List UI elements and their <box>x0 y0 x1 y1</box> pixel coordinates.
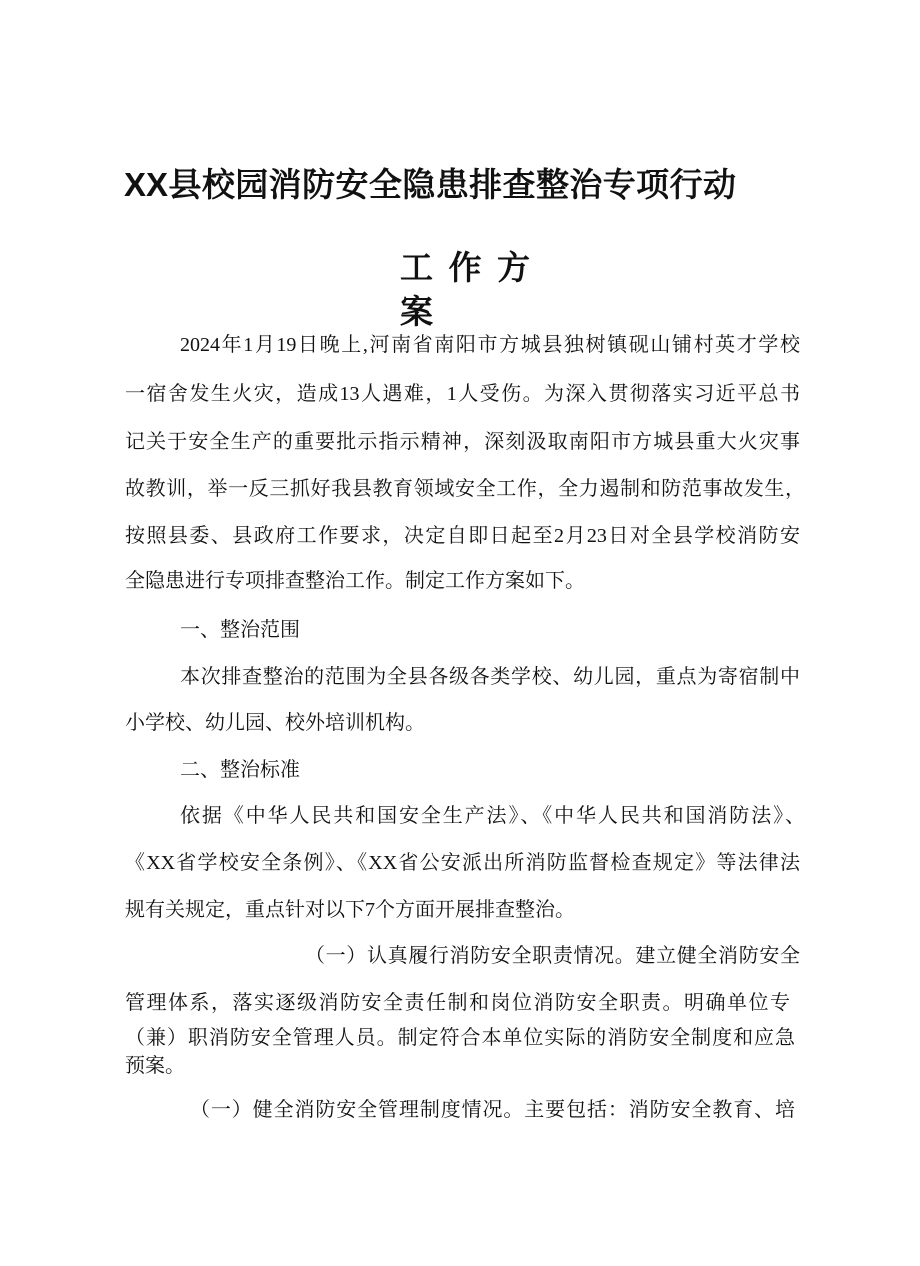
paragraph-line: 一宿舍发生火灾，造成13人遇难，1人受伤。为深入贯彻落实习近平总书 <box>125 383 800 405</box>
paragraph-line: 规有关规定，重点针对以下7个方面开展排查整治。 <box>125 899 575 921</box>
paragraph-line: 预案。 <box>125 1055 185 1077</box>
paragraph-line: 全隐患进行专项排查整治工作。制定工作方案如下。 <box>125 570 585 592</box>
section-heading-standards: 二、整治标准 <box>180 759 300 781</box>
section-heading-scope: 一、整治范围 <box>180 619 300 641</box>
paragraph-line: 2024年1月19日晚上,河南省南阳市方城县独树镇砚山铺村英才学校 <box>180 334 800 356</box>
paragraph-line: （兼）职消防安全管理人员。制定符合本单位实际的消防安全制度和应急 <box>125 1027 795 1049</box>
document-title-line-1: XX县校园消防安全隐患排查整治专项行动 <box>124 166 736 203</box>
paragraph-line: 《XX省学校安全条例》、《XX省公安派出所消防监督检查规定》等法律法 <box>125 852 800 874</box>
paragraph-line: 记关于安全生产的重要批示指示精神，深刻汲取南阳市方城县重大火灾事 <box>125 431 800 453</box>
paragraph-line: （一）认真履行消防安全职责情况。建立健全消防安全 <box>305 945 800 967</box>
paragraph-line: 小学校、幼儿园、校外培训机构。 <box>125 712 425 734</box>
paragraph-line: 按照县委、县政府工作要求，决定自即日起至2月23日对全县学校消防安 <box>125 525 800 547</box>
paragraph-line: 故教训，举一反三抓好我县教育领域安全工作，全力遏制和防范事故发生， <box>125 478 805 500</box>
paragraph-line: 本次排查整治的范围为全县各级各类学校、幼儿园，重点为寄宿制中 <box>180 666 800 688</box>
paragraph-line: 管理体系，落实逐级消防安全责任制和岗位消防安全职责。明确单位专 <box>125 992 790 1014</box>
paragraph-line: 依据《中华人民共和国安全生产法》、《中华人民共和国消防法》、 <box>180 805 805 827</box>
document-title-line-2: 工作方案 <box>400 249 530 330</box>
paragraph-line: （一）健全消防安全管理制度情况。主要包括：消防安全教育、培 <box>190 1099 795 1121</box>
